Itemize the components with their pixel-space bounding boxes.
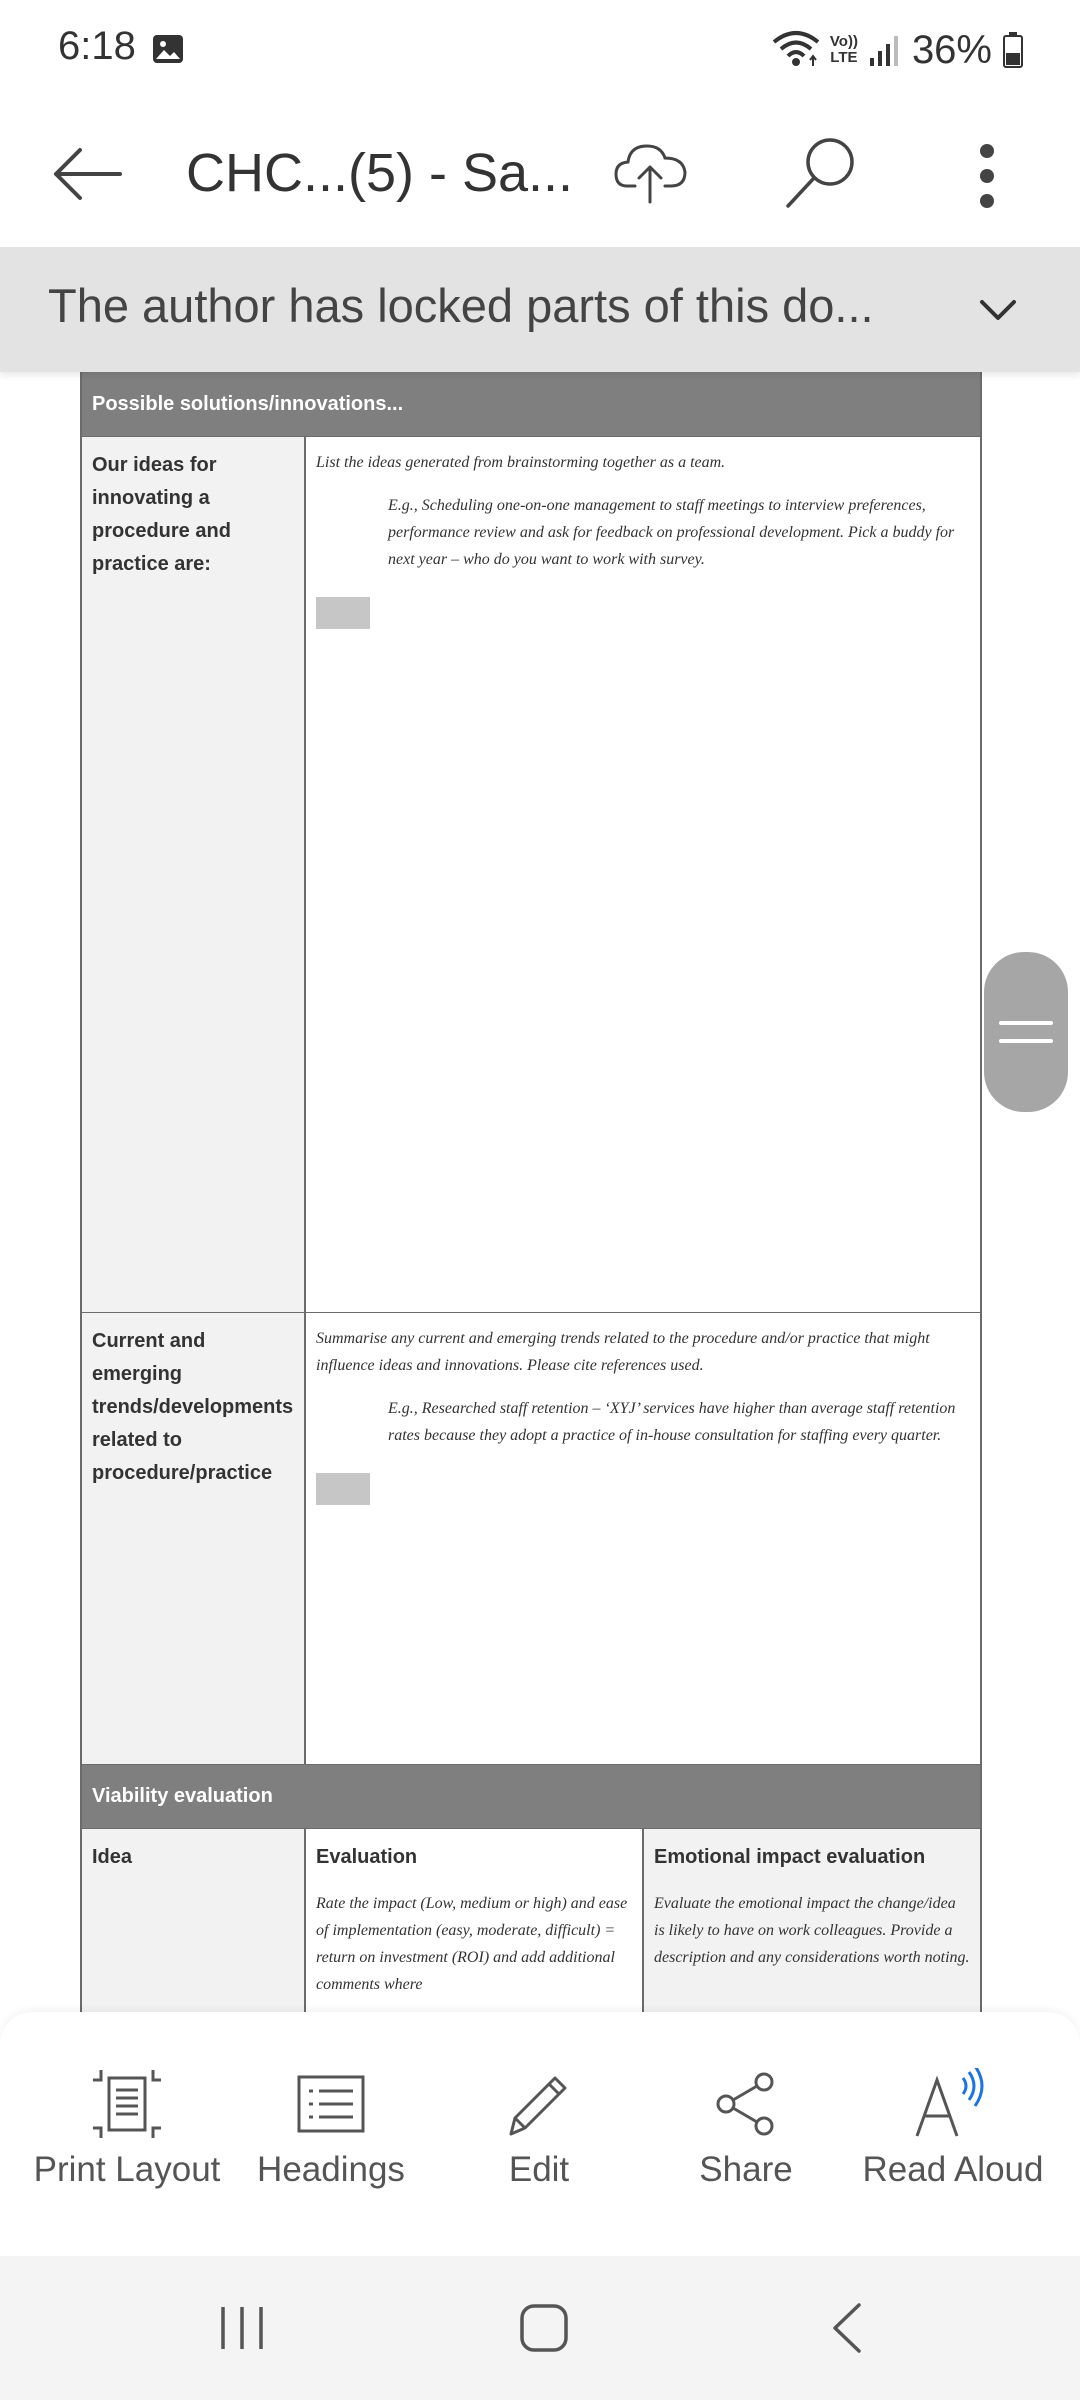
- emotional-column-header: Emotional impact evaluation: [654, 1846, 926, 1868]
- grip-line-bottom: [999, 1039, 1053, 1043]
- read-aloud-button[interactable]: [853, 2064, 1053, 2244]
- search-icon: [784, 134, 860, 210]
- system-back-button[interactable]: [796, 2286, 896, 2370]
- share-label: Share: [699, 2150, 793, 2189]
- read-aloud-icon-wrap: [913, 2064, 993, 2144]
- edit-label: Edit: [508, 2150, 570, 2189]
- print-layout-icon-wrap: [87, 2064, 167, 2144]
- status-time: 6:18: [58, 24, 136, 68]
- system-navigation-bar: [0, 2256, 1080, 2400]
- share-icon: [710, 2068, 782, 2140]
- table-row-trends: [82, 1312, 980, 1764]
- eval-cell-idea: [82, 1829, 306, 2012]
- idea-column-header: Idea: [92, 1846, 133, 1868]
- edit-icon-wrap: [499, 2064, 579, 2144]
- home-button[interactable]: [494, 2286, 594, 2370]
- edit-button[interactable]: [439, 2064, 639, 2244]
- print-layout-icon: [91, 2068, 163, 2140]
- chevron-left-icon: [829, 2301, 863, 2355]
- trends-intro: Summarise any current and emerging trends related to the procedure and/or practice that might influence ideas and innovations. Please cite references used.: [316, 1330, 930, 1374]
- headings-list-icon: [295, 2073, 367, 2135]
- locked-document-banner[interactable]: [0, 248, 1080, 372]
- volte-indicator: [830, 34, 858, 66]
- battery-icon: [1002, 31, 1024, 69]
- ideas-label: Our ideas for innovating a procedure and practice are:: [82, 437, 306, 1312]
- signal-icon: [868, 32, 902, 68]
- scroll-handle[interactable]: [984, 952, 1068, 1112]
- ideas-input-field[interactable]: [316, 597, 370, 629]
- search-button[interactable]: [772, 122, 872, 222]
- print-layout-label: Print Layout: [33, 2150, 221, 2189]
- headings-button[interactable]: [231, 2064, 431, 2244]
- eval-cell-evaluation: [306, 1829, 644, 2012]
- pencil-icon: [503, 2068, 575, 2140]
- grip-line-top: [999, 1021, 1053, 1025]
- status-icons: [772, 22, 1024, 78]
- image-notification-icon: [152, 34, 184, 64]
- home-icon: [518, 2302, 570, 2354]
- more-options-button[interactable]: [944, 126, 1030, 226]
- share-button[interactable]: [646, 2064, 846, 2244]
- headings-icon-wrap: [291, 2064, 371, 2144]
- print-layout-button[interactable]: [27, 2064, 227, 2244]
- cloud-upload-icon: [613, 138, 689, 206]
- table-row-evaluation-headers: [82, 1828, 980, 2012]
- chevron-down-icon: [979, 298, 1017, 322]
- wifi-icon: [772, 30, 820, 70]
- trends-label: Current and emerging trends/developments related to procedure/practice: [82, 1313, 306, 1764]
- section-header-viability: Viability evaluation: [82, 1764, 980, 1828]
- volte-top: Vo)): [829, 33, 858, 50]
- recent-apps-icon: [217, 2303, 267, 2353]
- share-icon-wrap: [706, 2064, 786, 2144]
- back-button[interactable]: [40, 128, 132, 220]
- read-aloud-label: Read Aloud: [862, 2150, 1044, 2189]
- trends-input-field[interactable]: [316, 1473, 370, 1505]
- evaluation-column-header: Evaluation: [316, 1846, 418, 1868]
- expand-banner-button[interactable]: [972, 284, 1024, 336]
- status-bar: [0, 0, 1080, 100]
- ideas-intro: List the ideas generated from brainstorming together as a team.: [316, 454, 726, 471]
- app-bar: [0, 100, 1080, 248]
- ideas-content-cell[interactable]: [306, 437, 980, 1312]
- volte-bottom: LTE: [830, 49, 858, 66]
- ideas-example: E.g., Scheduling one-on-one management to staff meetings to interview preferences, performance review and ask for feedback on professional development. Pick a buddy for next year – who do you want to work with survey.: [388, 497, 955, 568]
- document-table: [80, 372, 982, 2012]
- trends-content-cell[interactable]: [306, 1313, 980, 1764]
- evaluation-description: Rate the impact (Low, medium or high) and ease of implementation (easy, moderate, difficult) = return on investment (ROI) and add additional comments where: [316, 1895, 628, 1993]
- bottom-toolbar: [0, 2012, 1080, 2256]
- document-title[interactable]: CHC...(5) - Sa...: [186, 143, 574, 203]
- more-vertical-icon: [977, 143, 997, 209]
- headings-label: Headings: [257, 2150, 405, 2189]
- section-header-solutions: Possible solutions/innovations...: [82, 372, 980, 436]
- battery-percentage: 36%: [911, 27, 992, 72]
- cloud-upload-button[interactable]: [606, 122, 696, 222]
- arrow-left-icon: [50, 144, 122, 204]
- eval-cell-emotional: [644, 1829, 980, 2012]
- trends-example: E.g., Researched staff retention – ‘XYJ’ services have higher than average staff retention rates because they adopt a practice of in-house consultation for staffing every quarter.: [388, 1400, 956, 1444]
- read-aloud-icon: [913, 2068, 993, 2140]
- recent-apps-button[interactable]: [192, 2286, 292, 2370]
- table-row-ideas: [82, 436, 980, 1312]
- locked-banner-text: The author has locked parts of this do...: [48, 279, 874, 332]
- emotional-description: Evaluate the emotional impact the change/idea is likely to have on work colleagues. Provide a description and any considerations worth noting.: [654, 1895, 970, 1966]
- document-view[interactable]: [0, 372, 1080, 2012]
